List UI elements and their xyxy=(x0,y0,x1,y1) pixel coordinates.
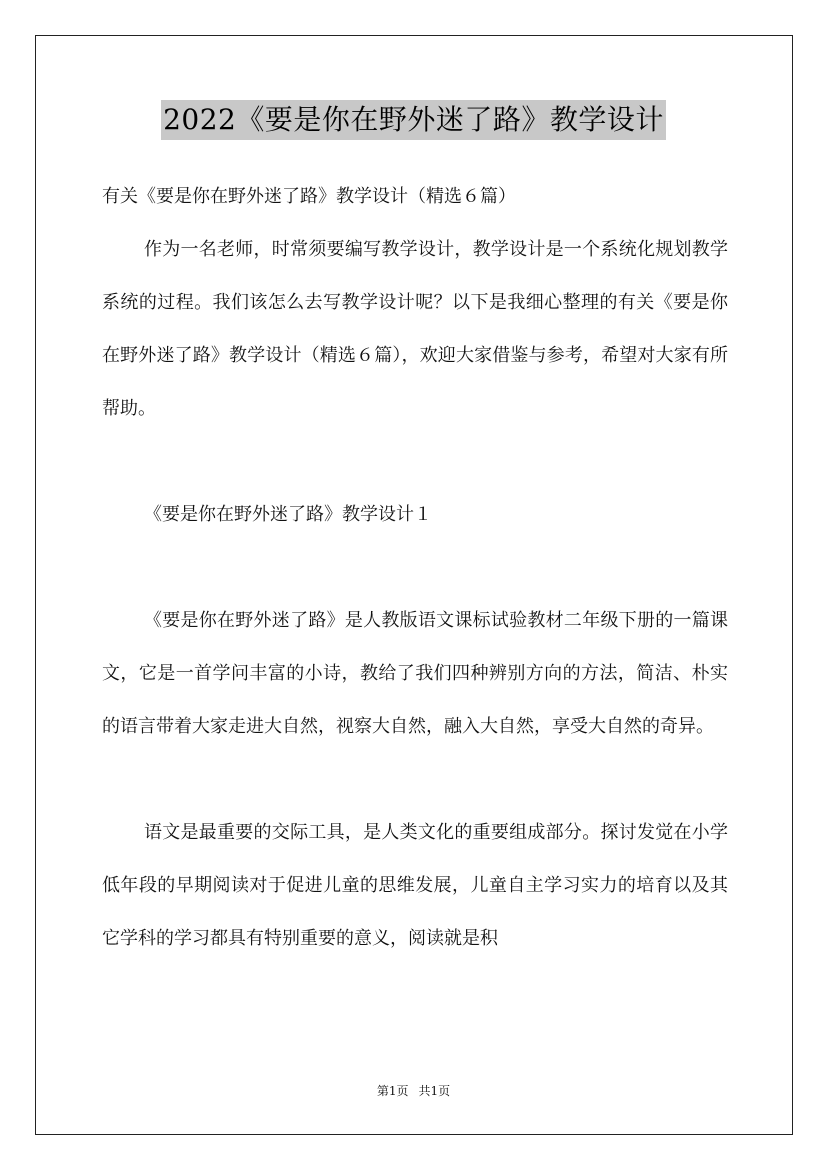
section-heading: 《要是你在野外迷了路》教学设计１ xyxy=(144,504,432,525)
spacer xyxy=(102,435,728,488)
document-subtitle: 有关《要是你在野外迷了路》教学设计（精选６篇） xyxy=(102,186,516,207)
title-container xyxy=(0,100,827,140)
document-title: 2022《要是你在野外迷了路》教学设计 xyxy=(161,100,666,140)
spacer xyxy=(102,753,728,806)
body-paragraph-1: 《要是你在野外迷了路》是人教版语文课标试验教材二年级下册的一篇课文，它是一首学问丰富的小诗，教给了我们四种辨别方向的方法，简洁、朴实的语言带着大家走进大自然，视察大自然，融入大自然，享受大自然的奇异。 xyxy=(102,610,728,737)
body-paragraph-2: 语文是最重要的交际工具，是人类文化的重要组成部分。探讨发觉在小学低年段的早期阅读对于促进儿童的思维发展，儿童自主学习实力的培育以及其它学科的学习都具有特别重要的意义，阅读就是积 xyxy=(102,822,728,949)
spacer xyxy=(102,541,728,594)
document-body xyxy=(102,170,728,965)
page-total: 共1页 xyxy=(418,1084,451,1098)
page-number: 第1页 xyxy=(376,1084,409,1098)
intro-paragraph: 作为一名老师，时常须要编写教学设计，教学设计是一个系统化规划教学系统的过程。我们该怎么去写教学设计呢？以下是我细心整理的有关《要是你在野外迷了路》教学设计（精选６篇），欢迎大家借鉴与参考，希望对大家有所帮助。 xyxy=(102,239,728,419)
page-footer xyxy=(0,1082,827,1100)
